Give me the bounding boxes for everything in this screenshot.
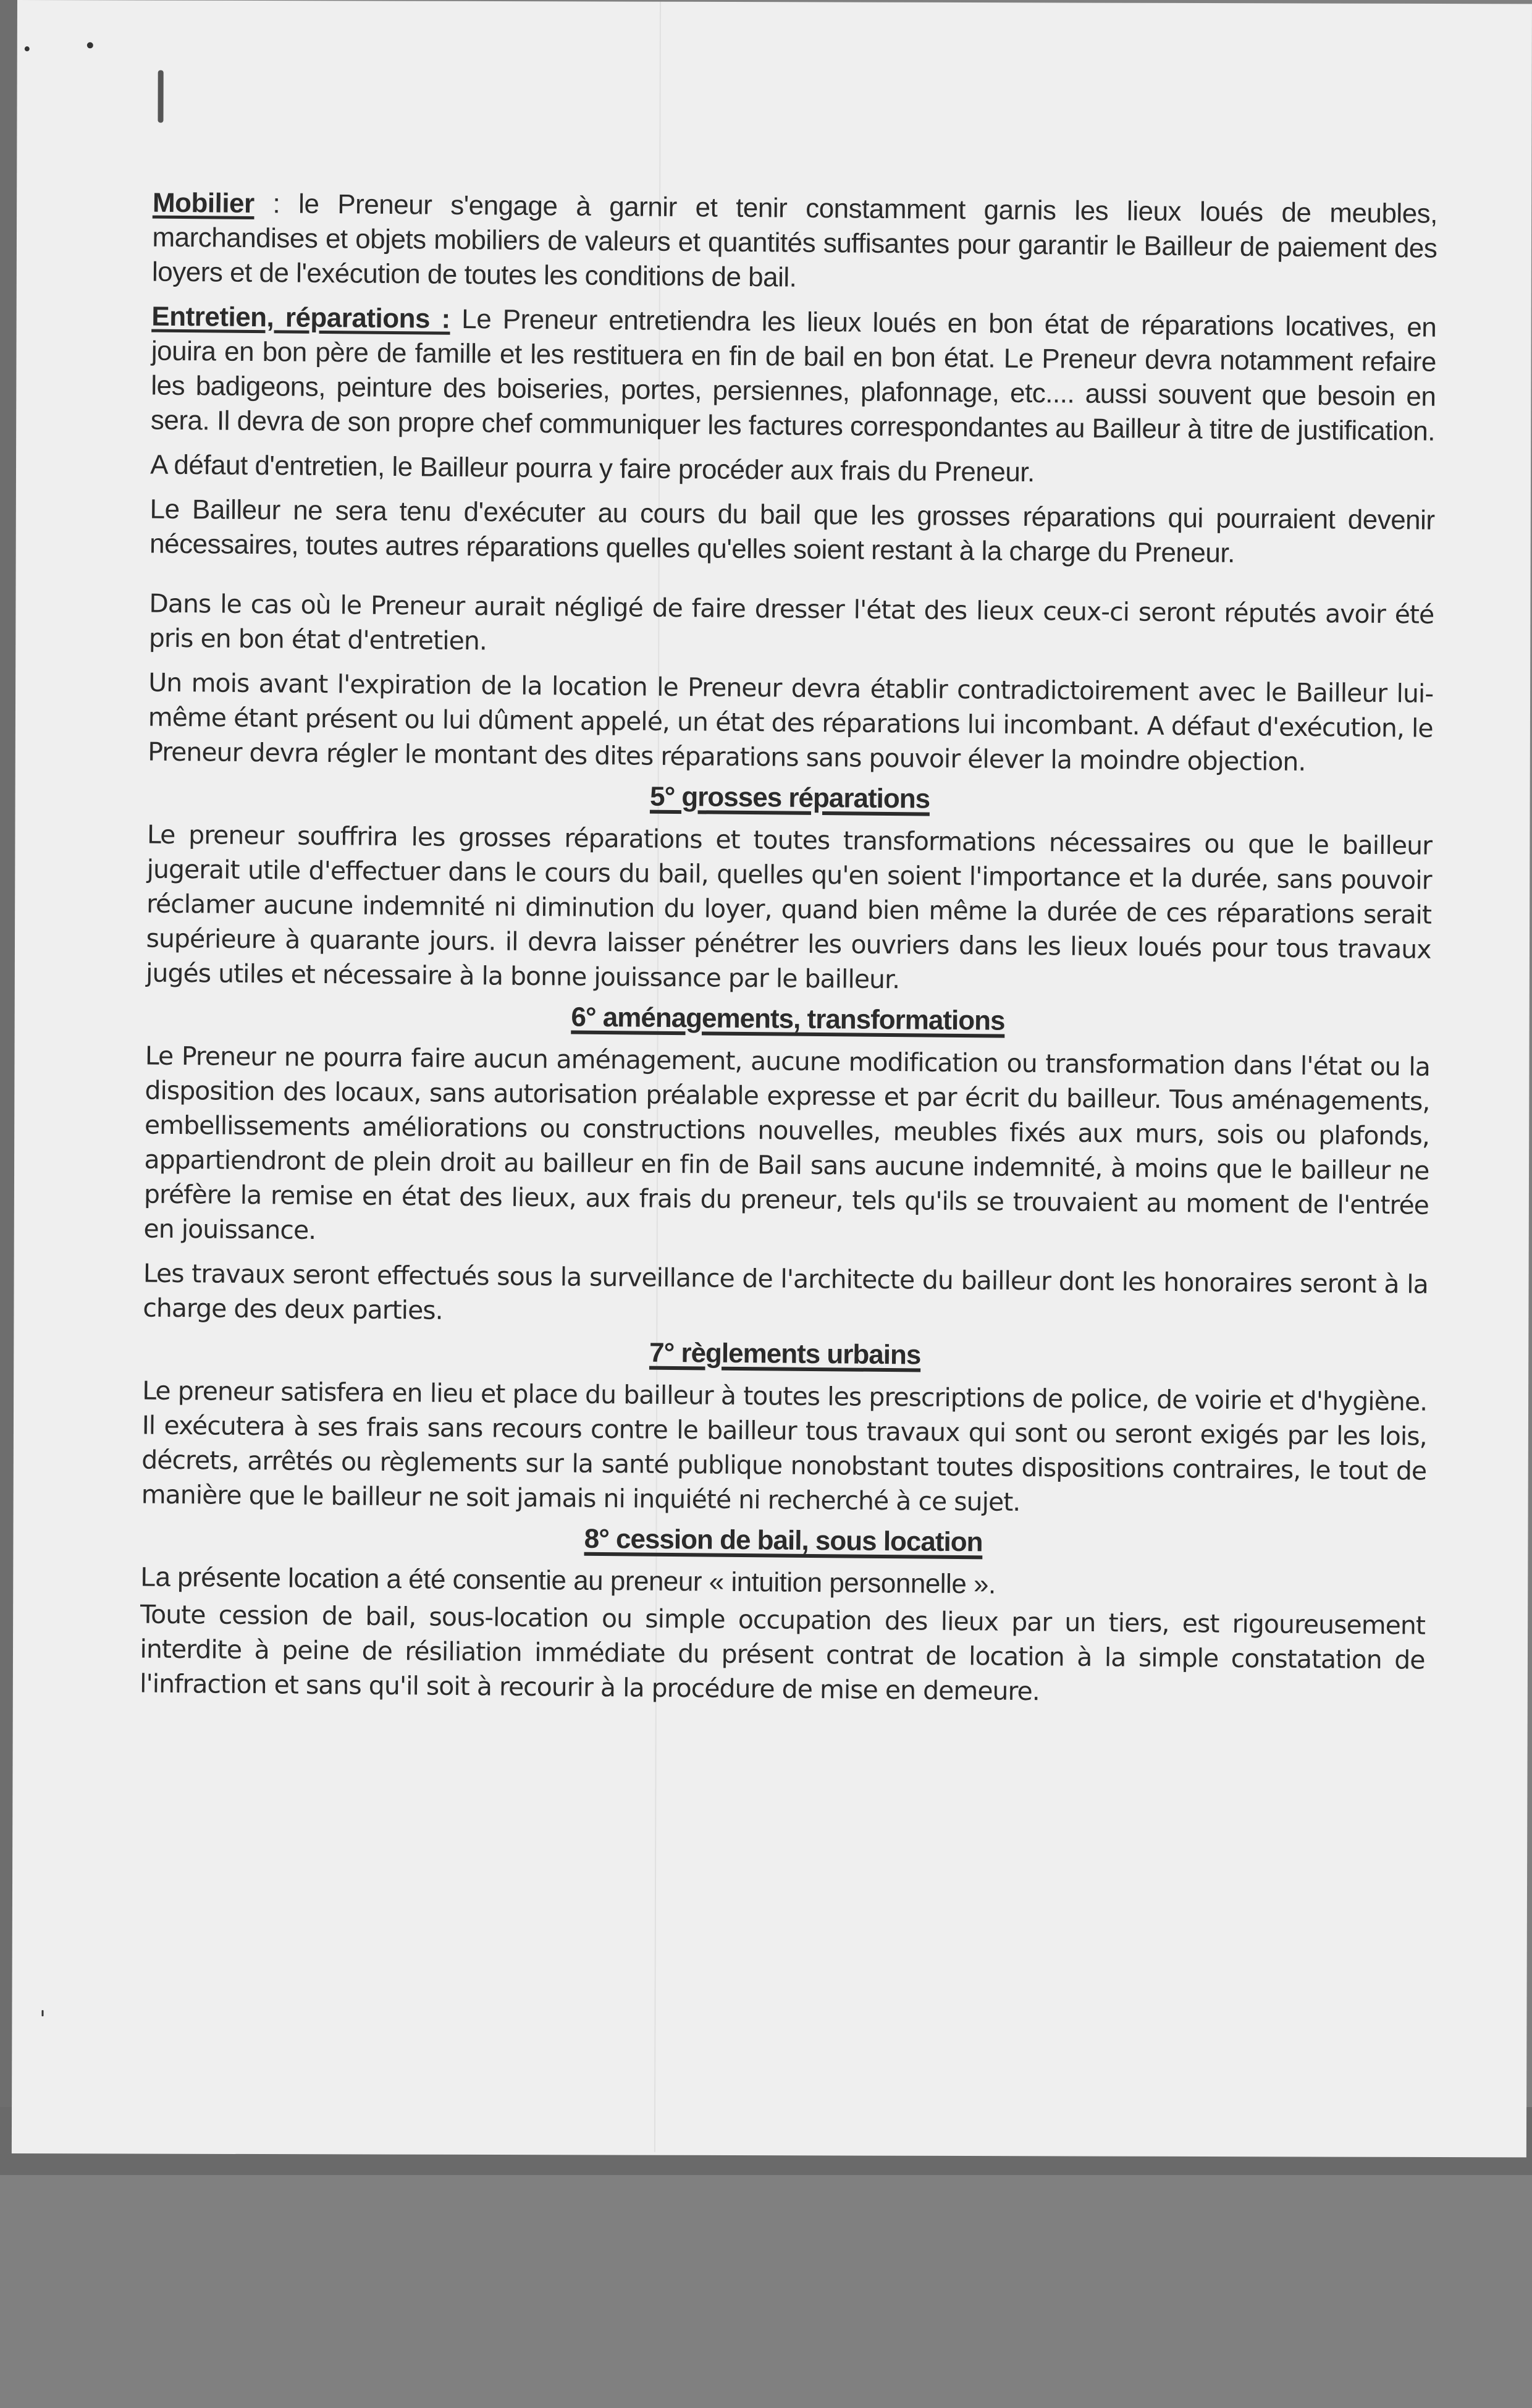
paragraph: Toute cession de bail, sous-location ou simple occupation des lieux par un tiers, est rigoureusement interdite à peine de résiliation immédiate du présent contrat de location à la simple constatation de l'infraction et sans qu'il soit à recourir à la procédure de mise en demeure.	[139, 1599, 1426, 1707]
section-entretien	[148, 300, 1437, 780]
paper-speck	[41, 2010, 43, 2016]
paper-speck	[25, 46, 30, 51]
paragraph-text: le Preneur s'engage à garnir et tenir constamment garnis les lieux loués de meubles, marchandises et objets mobiliers de valeurs et quantités suffisantes pour garantir le Bailleur de paiement des loyers et de l'exécution de toutes les conditions de bail.	[151, 188, 1438, 293]
paragraph: La présente location a été consentie au preneur « intuition personnelle ».	[140, 1561, 996, 1600]
paragraph: Les travaux seront effectués sous la surveillance de l'architecte du bailleur dont les honoraires seront à la charge des deux parties.	[143, 1258, 1428, 1325]
section-heading: 6° aménagements, transformations	[571, 1002, 1005, 1036]
section-heading: 5° grosses réparations	[649, 781, 930, 814]
paragraph	[152, 186, 1437, 301]
clause-title-mobilier: Mobilier	[152, 187, 255, 219]
paragraph: Un mois avant l'expiration de la location le Preneur devra établir contradictoirement avec le Bailleur lui-même étant présent ou lui dûment appelé, un état des réparations lui incombant. A défaut d'exécution, le Preneur devra régler le montant des dites réparations sans pouvoir élever la moindre objection.	[148, 667, 1434, 777]
pen-mark	[158, 70, 163, 123]
document-body	[140, 186, 1437, 1722]
clause-title-entretien: Entretien, réparations :	[151, 301, 450, 334]
paragraph: Le Bailleur ne sera tenu d'exécuter au cours du bail que les grosses réparations qui pourraient devenir nécessaires, toutes autres réparations quelles qu'elles soient restant à la charge du Preneur.	[149, 494, 1435, 568]
paragraph: Le preneur souffrira les grosses réparations et toutes transformations nécessaires ou que le bailleur jugerait utile d'effectuer dans le cours du bail, quelles qu'en soient l'importance et la durée, sans pouvoir réclamer aucune indemnité ni diminution du loyer, quand bien même la durée de ces réparations serait supérieure à quarante jours. il devra laisser pénétrer les ouvriers dans les lieux loués pour tous travaux jugés utiles et nécessaire à la bonne jouissance par le bailleur.	[145, 819, 1433, 995]
paragraph: Le preneur satisfera en lieu et place du bailleur à toutes les prescriptions de police, de voirie et d'hygiène. Il exécutera à ses frais sans recours contre le bailleur tous travaux qui sont ou seront exigés par les lois, décrets, arrêtés ou règlements sur la santé publique nonobstant toutes dispositions contraires, le tout de manière que le bailleur ne soit jamais ni inquiété ni recherché à ce sujet.	[141, 1375, 1428, 1517]
section-reglements-urbains	[141, 1332, 1427, 1523]
section-amenagements	[143, 997, 1431, 1337]
paragraph: Le Preneur ne pourra faire aucun aménagement, aucune modification ou transformation dans l'état ou la disposition des locaux, sans autorisation préalable expresse et par écrit du bailleur. Tous aménagements, embellissements améliorations ou constructions nouvelles, meubles fixés aux murs, sois ou plafonds, appartiendront de plein droit au bailleur en fin de Bail sans aucune indemnité, à moins que le bailleur ne préfère la remise en état des lieux, aux frais du preneur, tels qu'ils se trouvaient au moment de l'entrée en jouissance.	[143, 1041, 1431, 1245]
scanned-page	[12, 0, 1532, 2157]
clause-title-separator: :	[254, 188, 299, 219]
paragraph-text: Le Preneur entretiendra les lieux loués en bon état de réparations locatives, en jouira en bon père de famille et les restituera en fin de bail en bon état. Le Preneur devra notamment refaire les badigeons, peinture des boiseries, portes, persiennes, plafonnage, etc.... aussi souvent que besoin en sera. Il devra de son propre chef communiquer les factures correspondantes au Bailleur à titre de justification.	[150, 303, 1437, 447]
paragraph: Dans le cas où le Preneur aurait négligé de faire dresser l'état des lieux ceux-ci seront réputés avoir été pris en bon état d'entretien.	[148, 588, 1434, 656]
paragraph: A défaut d'entretien, le Bailleur pourra y faire procéder aux frais du Preneur.	[150, 449, 1035, 488]
paper-speck	[87, 42, 93, 48]
section-grosses-reparations	[146, 775, 1433, 1002]
section-mobilier	[152, 186, 1437, 301]
section-heading: 7° règlements urbains	[649, 1337, 921, 1371]
section-heading: 8° cession de bail, sous location	[584, 1523, 983, 1558]
paragraph	[151, 300, 1437, 449]
section-cession-de-bail	[140, 1518, 1426, 1712]
clause-title-separator	[450, 304, 461, 334]
